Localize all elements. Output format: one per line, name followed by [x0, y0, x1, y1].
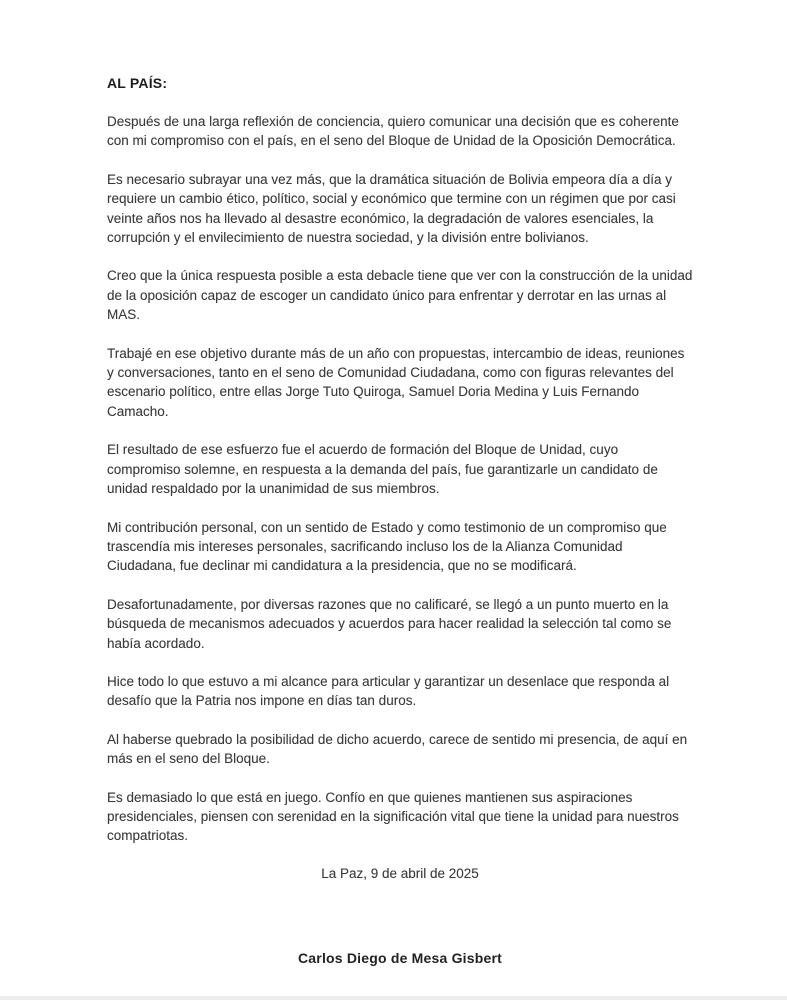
signature: Carlos Diego de Mesa Gisbert: [298, 949, 502, 966]
photo-bottom-edge: [0, 996, 787, 1000]
letter-body: [107, 75, 693, 966]
salutation: AL PAÍS:: [107, 75, 168, 91]
letter-paragraph: Es demasiado lo que está en juego. Confío en que quienes mantienen sus aspiraciones presidenciales, piensen con serenidad en la significación vital que tiene la unidad para nuestros compatriotas.: [107, 789, 679, 844]
letter-paragraph: El resultado de ese esfuerzo fue el acuerdo de formación del Bloque de Unidad, cuyo compromiso solemne, en respuesta a la demanda del país, fue garantizarle un candidato de unidad respaldado por la unanimidad de sus miembros.: [107, 442, 658, 497]
letter-paragraph: Es necesario subrayar una vez más, que la dramática situación de Bolivia empeora día a día y requiere un cambio ético, político, social y económico que termine con un régimen que por casi veinte años nos ha llevado al desastre económico, la degradación de valores esenciales, la corrupción y el envilecimiento de nuestra sociedad, y la división entre bolivianos.: [107, 171, 676, 246]
dateline: La Paz, 9 de abril de 2025: [321, 865, 479, 881]
letter-paragraph: Hice todo lo que estuvo a mi alcance para articular y garantizar un desenlace que responda al desafío que la Patria nos impone en días tan duros.: [107, 673, 670, 709]
letter-paragraph: Mi contribución personal, con un sentido de Estado y como testimonio de un compromiso que trascendía mis intereses personales, sacrificando incluso los de la Alianza Comunidad Ciudadana, fue declinar mi candidatura a la presidencia, que no se modificará.: [107, 519, 667, 574]
letter-paragraph: Después de una larga reflexión de conciencia, quiero comunicar una decisión que es coherente con mi compromiso con el país, en el seno del Bloque de Unidad de la Oposición Democrática.: [107, 114, 679, 149]
letter-paragraph: Trabajé en ese objetivo durante más de un año con propuestas, intercambio de ideas, reuniones y conversaciones, tanto en el seno de Comunidad Ciudadana, como con figuras relevantes del escenario político, entre ellas Jorge Tuto Quiroga, Samuel Doria Medina y Luis Fernando Camacho.: [107, 345, 685, 419]
letter-paragraph: Al haberse quebrado la posibilidad de dicho acuerdo, carece de sentido mi presencia, de aquí en más en el seno del Bloque.: [107, 731, 688, 767]
paragraph-list: [107, 112, 693, 846]
letter-paragraph: Creo que la única respuesta posible a esta debacle tiene que ver con la construcción de la unidad de la oposición capaz de escoger un candidato único para enfrentar y derrotar en las urnas al MAS.: [107, 268, 693, 323]
letter-paragraph: Desafortunadamente, por diversas razones que no calificaré, se llegó a un punto muerto en la búsqueda de mecanismos adecuados y acuerdos para hacer realidad la selección tal como se había acordado.: [107, 596, 672, 651]
